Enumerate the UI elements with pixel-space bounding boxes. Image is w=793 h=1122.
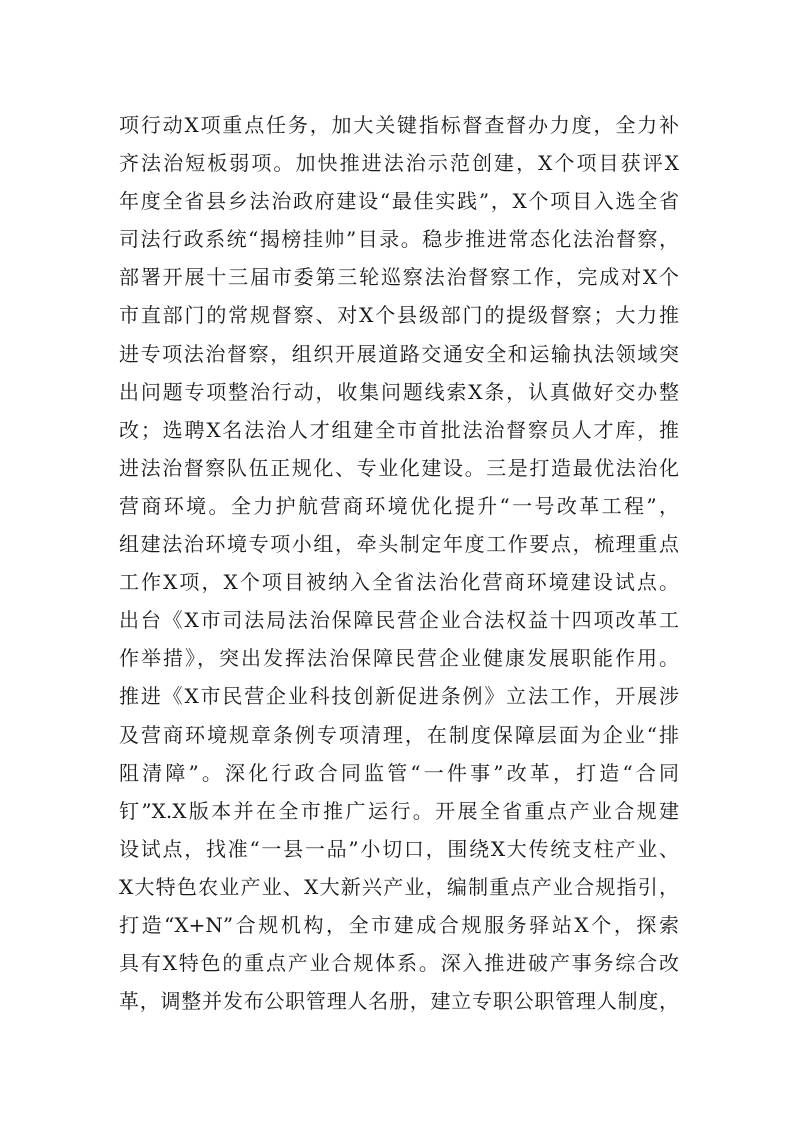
text-line: 市直部门的常规督察、对X个县级部门的提级督察；大力推	[119, 303, 679, 328]
text-line: 组建法治环境专项小组，牵头制定年度工作要点，梳理重点	[119, 532, 679, 557]
text-line: 齐法治短板弱项。加快推进法治示范创建，X个项目获评X	[119, 151, 679, 176]
text-line: 项行动X项重点任务，加大关键指标督查督办力度，全力补	[119, 113, 679, 137]
text-line: 打造“X+N”合规机构，全市建成合规服务驿站X个，探索	[119, 912, 679, 937]
body-paragraph	[119, 106, 679, 1020]
text-line: 设试点，找准“一县一品”小切口，围绕X大传统支柱产业、	[119, 836, 679, 861]
text-line: 进专项法治督察，组织开展道路交通安全和运输执法领域突	[119, 341, 679, 366]
text-line: 推进《X市民营企业科技创新促进条例》立法工作，开展涉	[119, 684, 679, 709]
text-line: 营商环境。全力护航营商环境优化提升“一号改革工程”，	[119, 493, 679, 518]
text-line: 阻清障”。深化行政合同监管“一件事”改革，打造“合同	[119, 760, 679, 785]
text-line: 及营商环境规章条例专项清理，在制度保障层面为企业“排	[119, 722, 679, 747]
text-line: 改；选聘X名法治人才组建全市首批法治督察员人才库，推	[119, 417, 679, 442]
text-line: 出台《X市司法局法治保障民营企业合法权益十四项改革工	[119, 608, 679, 633]
text-line: X大特色农业产业、X大新兴产业，编制重点产业合规指引，	[119, 874, 679, 899]
text-line: 作举措》，突出发挥法治保障民营企业健康发展职能作用。	[119, 646, 679, 671]
text-line: 进法治督察队伍正规化、专业化建设。三是打造最优法治化	[119, 455, 679, 480]
text-line: 革，调整并发布公职管理人名册，建立专职公职管理人制度，	[119, 989, 679, 1014]
text-line: 出问题专项整治行动，收集问题线索X条，认真做好交办整	[119, 379, 679, 404]
text-line: 工作X项，X个项目被纳入全省法治化营商环境建设试点。	[119, 570, 679, 595]
text-line: 年度全省县乡法治政府建设“最佳实践”，X个项目入选全省	[119, 189, 679, 214]
text-line: 部署开展十三届市委第三轮巡察法治督察工作，完成对X个	[119, 265, 679, 290]
text-line: 钉”X.X版本并在全市推广运行。开展全省重点产业合规建	[119, 798, 679, 823]
text-line: 具有X特色的重点产业合规体系。深入推进破产事务综合改	[119, 951, 679, 976]
text-line: 司法行政系统“揭榜挂帅”目录。稳步推进常态化法治督察，	[119, 227, 679, 252]
